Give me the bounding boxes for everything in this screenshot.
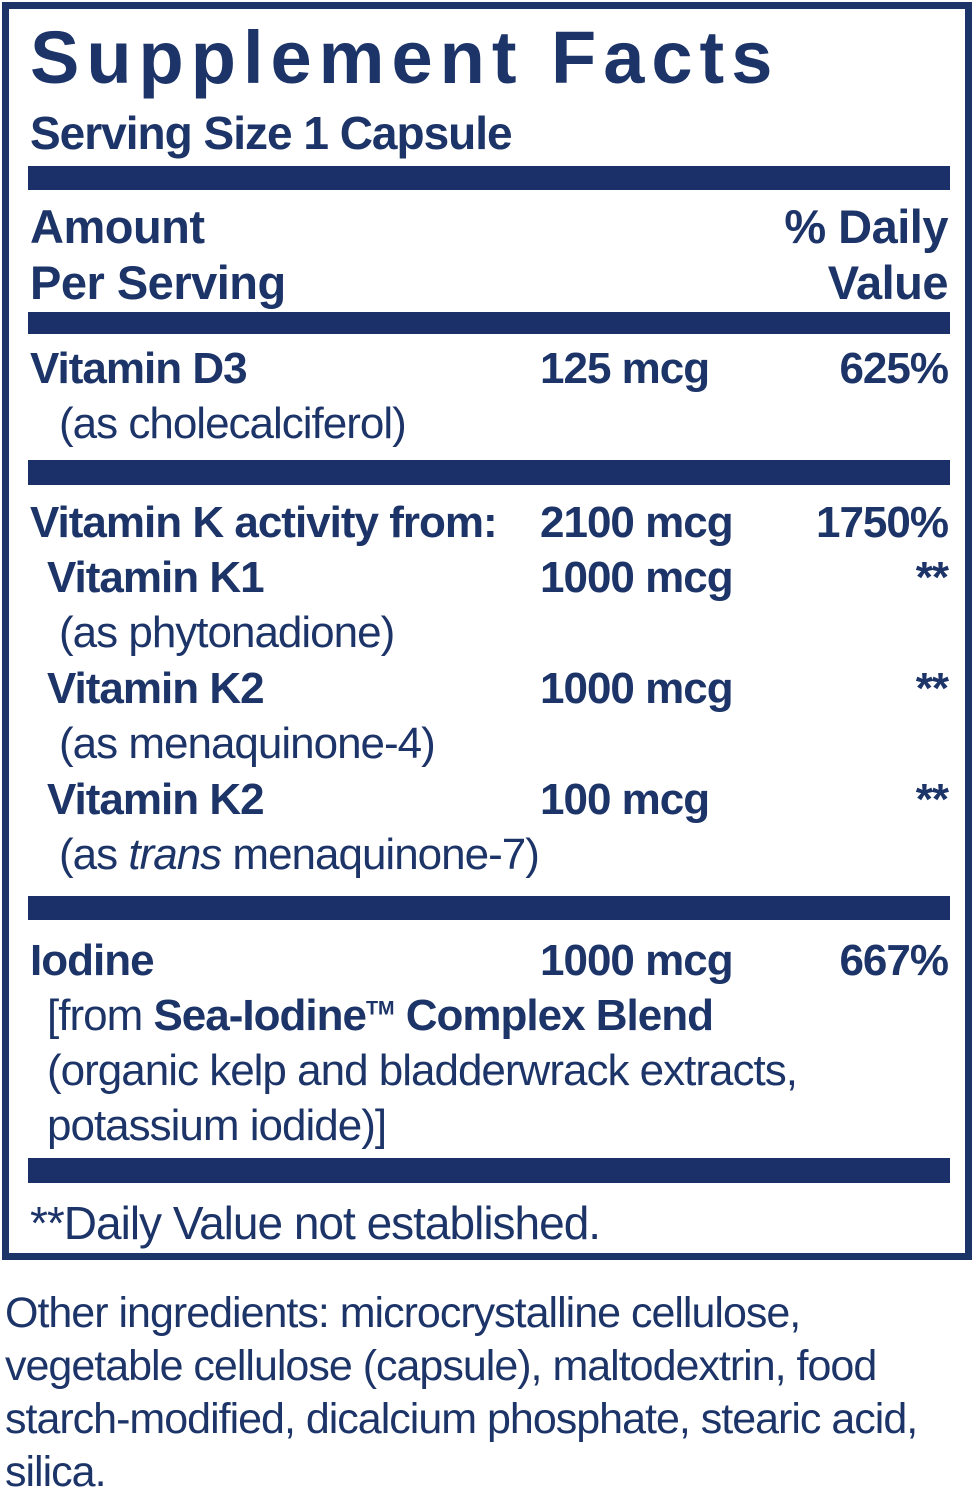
dv-header-line1: % Daily <box>784 200 948 253</box>
nutrient-dv-vitamin-k2-mk4: ** <box>915 664 948 713</box>
nutrient-dv-vitamin-d3: 625% <box>839 344 948 393</box>
iodine-blend-line1 <box>47 991 713 1041</box>
blend-prefix: [from <box>47 991 154 1040</box>
serving-size: Serving Size 1 Capsule <box>30 107 512 159</box>
sub-italic-trans: trans <box>128 830 222 879</box>
nutrient-name-vitamin-d3: Vitamin D3 <box>30 344 247 393</box>
other-ingredients: Other ingredients: microcrystalline cellulose, vegetable cellulose (capsule), maltodextrin, food starch-modified, dicalcium phosphate, stearic acid, silica. <box>5 1289 918 1496</box>
divider-bar <box>28 166 950 190</box>
nutrient-sub-vitamin-k1: (as phytonadione) <box>59 608 395 657</box>
nutrient-amount-iodine: 1000 mcg <box>540 936 733 985</box>
nutrient-dv-vitamin-k2-mk7: ** <box>915 775 948 824</box>
blend-brand: Sea-Iodine <box>153 991 366 1040</box>
nutrient-name-vitamin-k2-mk4: Vitamin K2 <box>47 664 264 713</box>
nutrient-name-vitamin-k1: Vitamin K1 <box>47 553 264 602</box>
sub-prefix: (as <box>59 830 129 879</box>
iodine-blend-line2: (organic kelp and bladderwrack extracts, <box>47 1046 797 1095</box>
daily-value-header <box>784 199 948 311</box>
divider-bar <box>28 312 950 334</box>
nutrient-amount-vitamin-d3: 125 mcg <box>540 344 710 393</box>
amount-per-serving-header <box>30 199 286 311</box>
nutrient-amount-vitamin-k1: 1000 mcg <box>540 553 733 602</box>
nutrient-sub-vitamin-k2-mk7 <box>59 830 539 880</box>
nutrient-name-vitamin-k-activity: Vitamin K activity from: <box>30 498 497 547</box>
iodine-blend-line3: potassium iodide)] <box>47 1101 387 1150</box>
nutrient-name-vitamin-k2-mk7: Vitamin K2 <box>47 775 264 824</box>
nutrient-sub-vitamin-k2-mk4: (as menaquinone-4) <box>59 719 435 768</box>
nutrient-dv-vitamin-k1: ** <box>915 553 948 602</box>
nutrient-name-iodine: Iodine <box>30 936 154 985</box>
divider-bar <box>28 896 950 920</box>
trademark-symbol: TM <box>365 997 395 1020</box>
supplement-facts-panel <box>2 2 972 1260</box>
nutrient-dv-iodine: 667% <box>839 936 948 985</box>
blend-rest: Complex Blend <box>394 991 714 1040</box>
nutrient-amount-vitamin-k2-mk7: 100 mcg <box>540 775 710 824</box>
divider-bar <box>28 460 950 485</box>
sub-suffix: menaquinone-7) <box>221 830 539 879</box>
nutrient-dv-vitamin-k-activity: 1750% <box>815 498 948 547</box>
nutrient-sub-vitamin-d3: (as cholecalciferol) <box>59 399 406 448</box>
dv-header-line2: Value <box>827 256 948 309</box>
amount-header-line1: Amount <box>30 200 205 253</box>
daily-value-footnote: **Daily Value not established. <box>30 1197 601 1249</box>
nutrient-amount-vitamin-k-activity: 2100 mcg <box>540 498 733 547</box>
panel-title: Supplement Facts <box>30 16 780 99</box>
divider-bar <box>28 1158 950 1183</box>
amount-header-line2: Per Serving <box>30 256 286 309</box>
nutrient-amount-vitamin-k2-mk4: 1000 mcg <box>540 664 733 713</box>
